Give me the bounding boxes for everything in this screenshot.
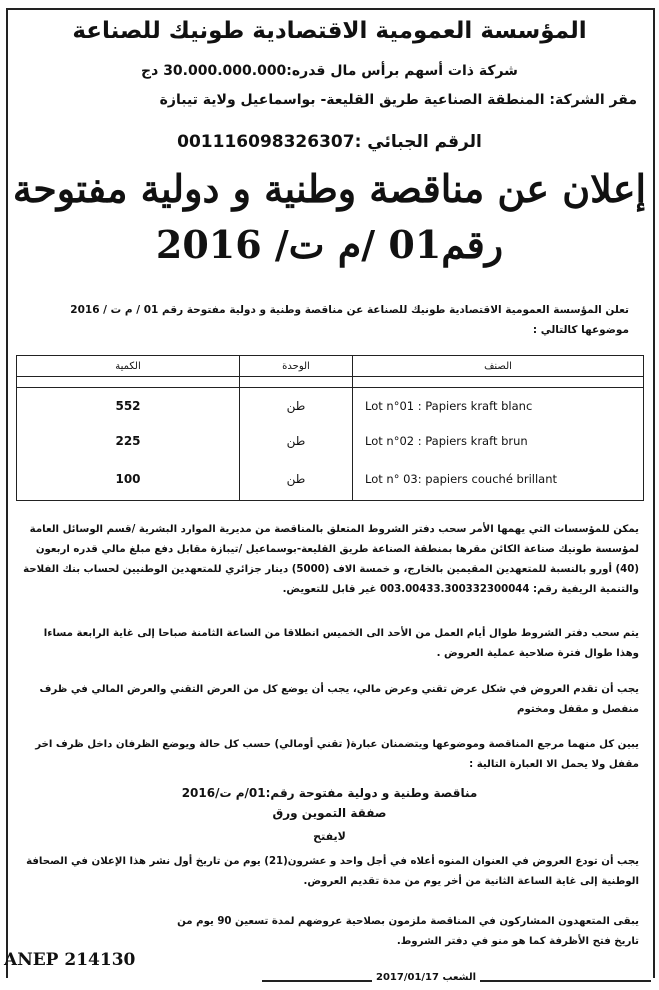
- envelope-label-subject: صفقة التموين ورق: [272, 806, 387, 820]
- row-description: Lot n°02 : Papiers kraft brun: [353, 423, 644, 458]
- envelope-label-tender: مناقصة وطنية و دولية مفتوحة رقم:01/م ت/2016: [181, 786, 478, 800]
- company-name: المؤسسة العمومية الاقتصادية طونيك للصناعة: [72, 18, 587, 44]
- offer-format-paragraph: يجب أن تقدم العروض في شكل عرض تقني وعرض مالي، يجب أن يوضع كل من العرض التقني والعرض المالي في ظرف منفصل و مقفل ومختوم: [39, 684, 639, 715]
- envelope-label-do-not-open: لايفتح: [313, 830, 346, 843]
- header-unit: الوحدة: [240, 356, 353, 377]
- newspaper-date: الشعب 2017/01/17: [372, 972, 480, 983]
- header-description: الصنف: [353, 356, 644, 377]
- announcement-title: إعلان عن مناقصة وطنية و دولية مفتوحة: [12, 166, 647, 211]
- intro-line-1: تعلن المؤسسة العمومية الاقتصادية طونيك للصناعة عن مناقصة وطنية و دولية مفتوحة رقم 01 / م ت / 2016: [70, 304, 629, 316]
- header-quantity: الكمية: [17, 356, 240, 377]
- row-description: Lot n° 03: papiers couché brillant: [353, 458, 644, 501]
- intro-line-2: موضوعها كالتالي :: [532, 324, 629, 336]
- deadline-paragraph: يجب أن تودع العروض في العنوان المنوه أعلاه في أجل واحد و عشرون(21) يوم من تاريخ أول نشر هذا الإعلان في الصحافة الوطنية إلى غاية الساعة الثانية من أخر يوم من مدة تقديم العروض.: [26, 856, 639, 887]
- row-quantity: 552: [17, 388, 240, 424]
- company-capital: شركة ذات أسهم برأس مال قدره:30.000.000.000 دج: [141, 63, 518, 79]
- table-spacer-row: [17, 377, 644, 388]
- table-row: [17, 423, 644, 458]
- table-row: [17, 388, 644, 424]
- tax-id: الرقم الجبائي :001116098326307: [177, 132, 482, 152]
- table-row: [17, 458, 644, 501]
- bid-document-paragraph: يمكن للمؤسسات التي يهمها الأمر سحب دفتر الشروط المتعلق بالمناقصة من مديرية الموارد البشرية /قسم الوسائل العامة لمؤسسة طونيك صناعة الكائن مقرها بمنطقة الصناعة طريق القليعة-بوسماعيل /تيبازة مقابل دفع مبلغ مالي قدره اربعون (40) أورو بالنسبة للمتعهدين المقيمين بالخارج، و خمسة الاف (5000) دينار جزائري للمتعهدين الوطنيين لحساب بنك الفلاحة والتنمية الريفية رقم: 003.00433.300332300044 غير قابل للتعويض.: [23, 524, 639, 595]
- row-unit: طن: [240, 423, 353, 458]
- envelope-paragraph: يبين كل منهما مرجع المناقصة وموضوعها ويتضمنان عبارة( تقني أومالي) حسب كل حالة ويوضع الظرفان داخل ظرف اخر مقفل ولا يحمل الا العبارة التالية :: [35, 739, 639, 770]
- company-address: مقر الشركة: المنطقة الصناعية طريق القليعة- بواسماعيل ولاية تيبازة: [159, 92, 637, 108]
- table-header-row: [17, 356, 644, 377]
- row-quantity: 100: [17, 458, 240, 501]
- validity-paragraph: يبقى المتعهدون المشاركون في المناقصة ملزمون بصلاحية عروضهم لمدة تسعين 90 يوم من تاريخ فتح الأظرفة كما هو منو في دفتر الشروط.: [177, 916, 639, 947]
- lots-table: [16, 355, 644, 501]
- intro-text: [70, 300, 629, 340]
- row-quantity: 225: [17, 423, 240, 458]
- row-unit: طن: [240, 458, 353, 501]
- anep-reference: ANEP 214130: [4, 950, 136, 970]
- row-unit: طن: [240, 388, 353, 424]
- tender-number: رقم01 /م ت/ 2016: [155, 222, 504, 267]
- withdrawal-hours-paragraph: يتم سحب دفتر الشروط طوال أيام العمل من الأحد الى الخميس انطلاقا من الساعة الثامنة صباحا إلى غاية الرابعة مساءا وهذا طوال فترة صلاحية عملية العروض .: [43, 628, 639, 659]
- row-description: Lot n°01 : Papiers kraft blanc: [353, 388, 644, 424]
